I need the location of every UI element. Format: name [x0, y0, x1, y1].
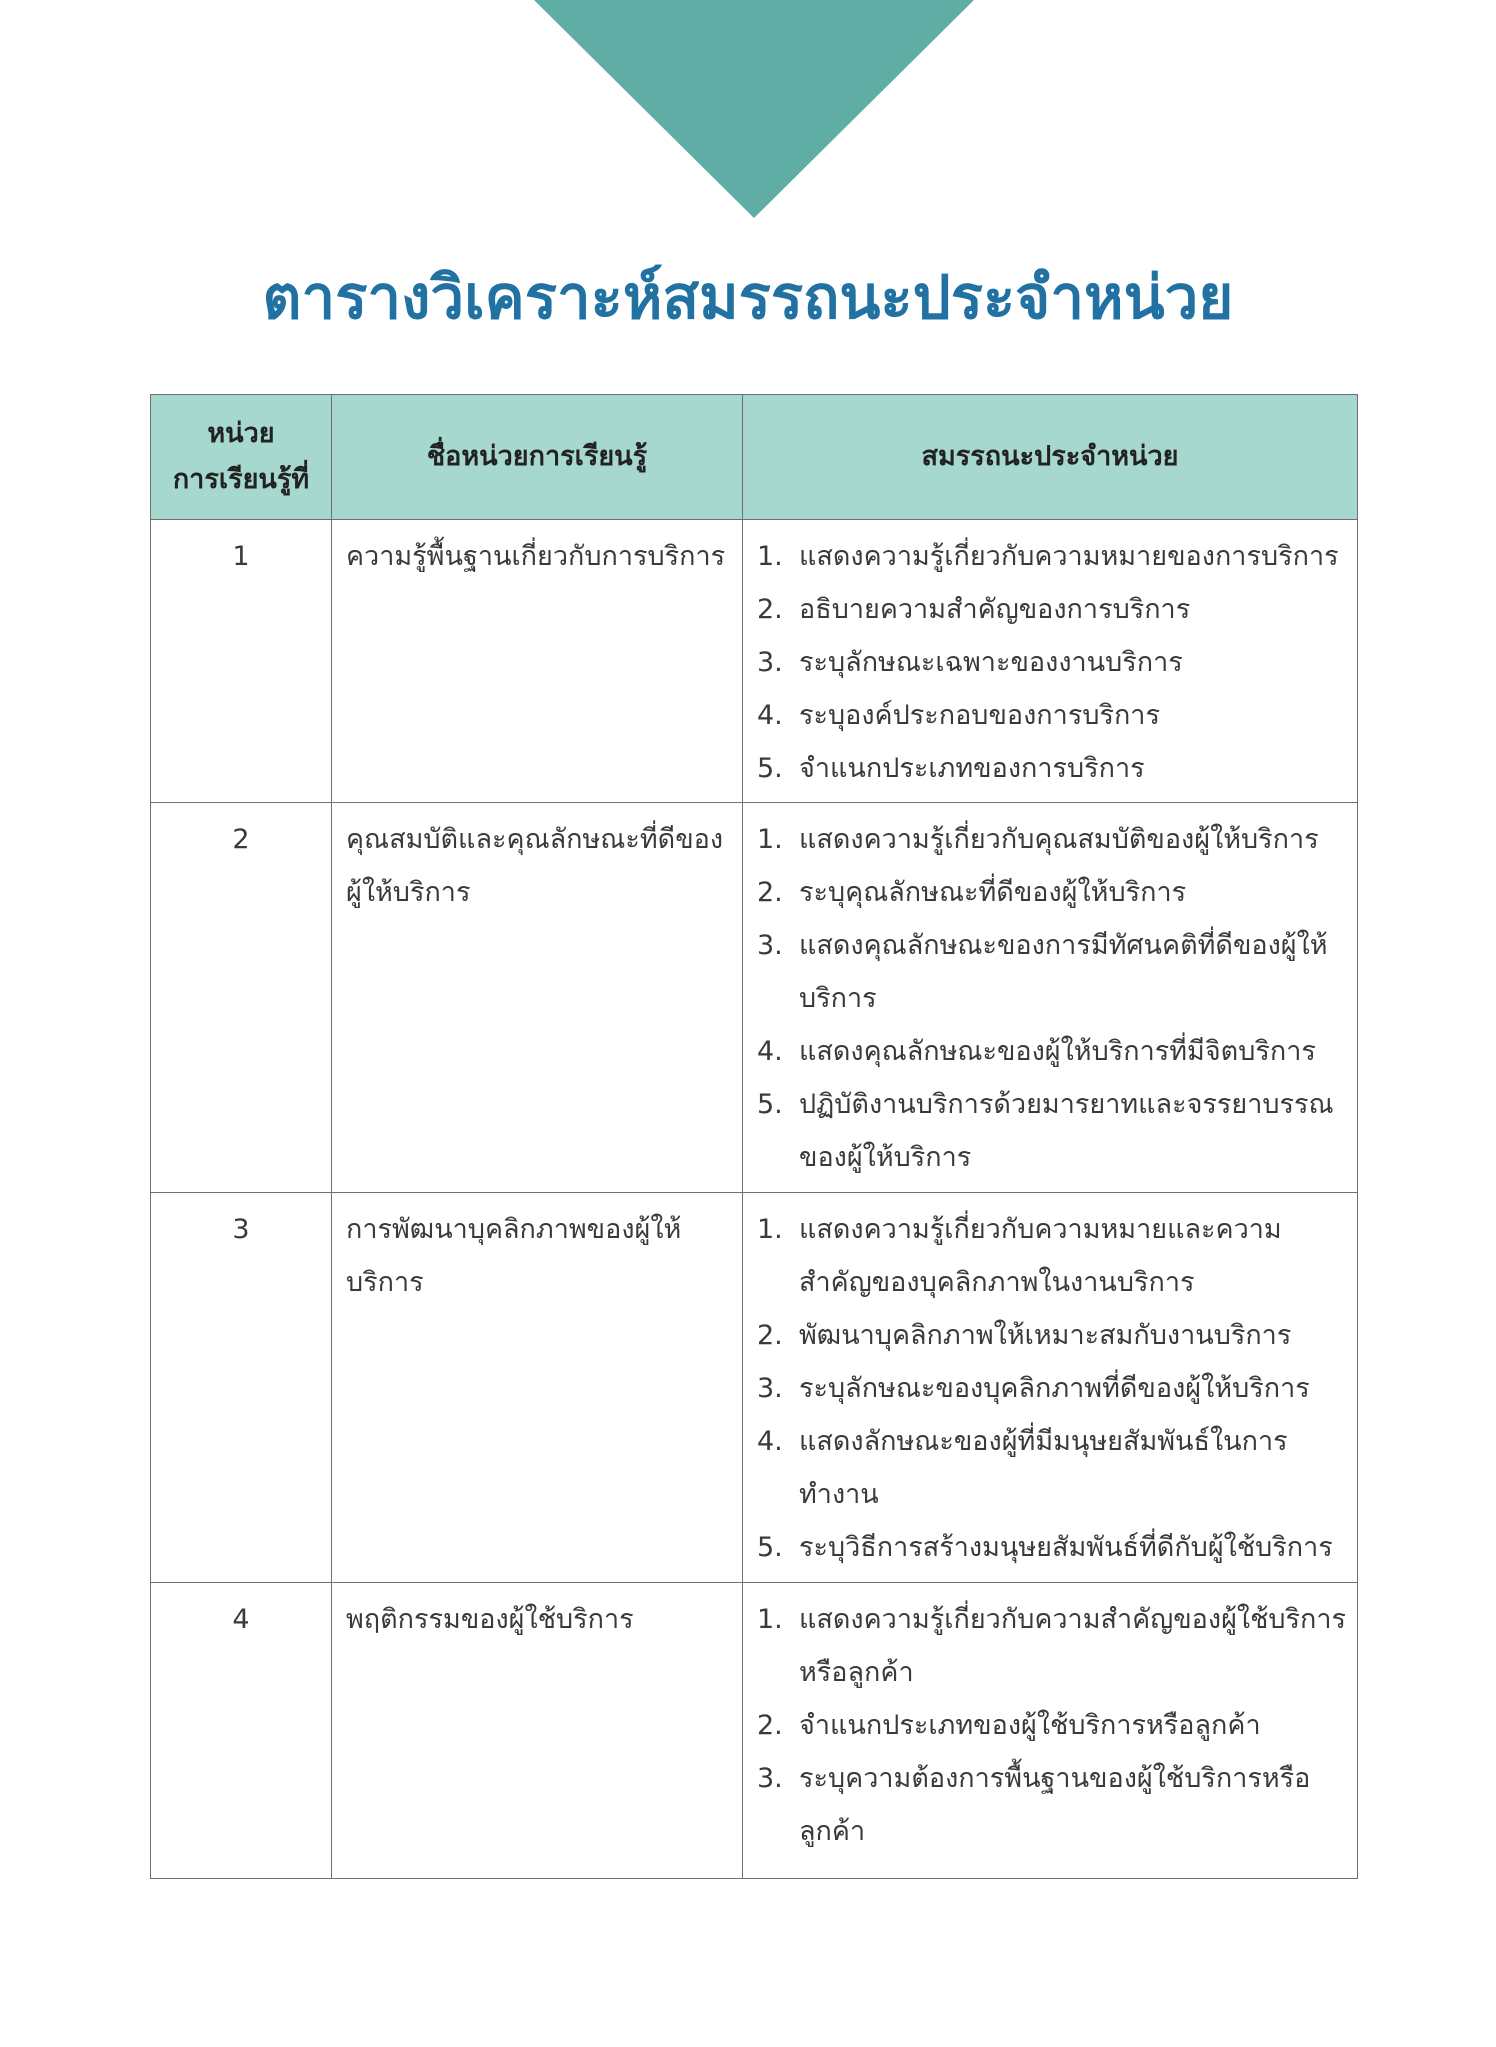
competency-item: 3. ระบุความต้องการพื้นฐานของผู้ใช้บริการหรือลูกค้า	[757, 1763, 1311, 1847]
unit-number: 2	[151, 803, 332, 1193]
competency-item: 2. พัฒนาบุคลิกภาพให้เหมาะสมกับงานบริการ	[757, 1320, 1292, 1351]
competency-list	[757, 813, 1347, 1184]
table-row	[151, 1583, 1358, 1879]
competency-item: 2. ระบุคุณลักษณะที่ดีของผู้ให้บริการ	[757, 877, 1187, 908]
competency-item: 4. ระบุองค์ประกอบของการบริการ	[757, 700, 1160, 731]
unit-name: คุณสมบัติและคุณลักษณะที่ดีของผู้ให้บริการ	[332, 803, 743, 1193]
competency-item: 5. จำแนกประเภทของการบริการ	[757, 753, 1145, 784]
competency-item: 3. ระบุลักษณะเฉพาะของงานบริการ	[757, 647, 1183, 678]
unit-number: 1	[151, 520, 332, 803]
competency-table	[150, 394, 1358, 1879]
unit-number: 4	[151, 1583, 332, 1879]
competency-item: 1. แสดงความรู้เกี่ยวกับความหมายและความสำคัญของบุคลิกภาพในงานบริการ	[757, 1214, 1282, 1298]
table-header-row	[151, 395, 1358, 520]
competency-item: 1. แสดงความรู้เกี่ยวกับความหมายของการบริการ	[757, 541, 1339, 572]
competency-cell	[743, 803, 1358, 1193]
header-unit-name: ชื่อหน่วยการเรียนรู้	[332, 395, 743, 520]
header-unit-no	[151, 395, 332, 520]
header-unit-no-line1: หน่วย	[207, 418, 275, 449]
competency-item: 3. แสดงคุณลักษณะของการมีทัศนคติที่ดีของผู้ให้บริการ	[757, 930, 1328, 1014]
competency-item: 2. จำแนกประเภทของผู้ใช้บริการหรือลูกค้า	[757, 1710, 1261, 1741]
competency-item: 3. ระบุลักษณะของบุคลิกภาพที่ดีของผู้ให้บริการ	[757, 1373, 1310, 1404]
header-unit-no-line2: การเรียนรู้ที่	[172, 464, 310, 495]
competency-cell	[743, 520, 1358, 803]
competency-list	[757, 1593, 1347, 1858]
table-row	[151, 520, 1358, 803]
unit-number: 3	[151, 1193, 332, 1583]
competency-item: 2. อธิบายความสำคัญของการบริการ	[757, 594, 1191, 625]
table-row	[151, 803, 1358, 1193]
competency-item: 4. แสดงคุณลักษณะของผู้ให้บริการที่มีจิตบริการ	[757, 1036, 1316, 1067]
competency-cell	[743, 1193, 1358, 1583]
unit-name: การพัฒนาบุคลิกภาพของผู้ให้บริการ	[332, 1193, 743, 1583]
competency-item: 1. แสดงความรู้เกี่ยวกับคุณสมบัติของผู้ให้บริการ	[757, 824, 1319, 855]
unit-name: ความรู้พื้นฐานเกี่ยวกับการบริการ	[332, 520, 743, 803]
table-row	[151, 1193, 1358, 1583]
competency-item: 4. แสดงลักษณะของผู้ที่มีมนุษยสัมพันธ์ในการทำงาน	[757, 1426, 1288, 1510]
competency-item: 5. ระบุวิธีการสร้างมนุษยสัมพันธ์ที่ดีกับผู้ใช้บริการ	[757, 1532, 1333, 1563]
decorative-triangle	[534, 0, 974, 218]
competency-list	[757, 530, 1347, 795]
competency-list	[757, 1203, 1347, 1574]
header-competency: สมรรถนะประจำหน่วย	[743, 395, 1358, 520]
unit-name: พฤติกรรมของผู้ใช้บริการ	[332, 1583, 743, 1879]
page-title: ตารางวิเคราะห์สมรรถนะประจำหน่วย	[262, 263, 1234, 333]
competency-item: 1. แสดงความรู้เกี่ยวกับความสำคัญของผู้ใช้บริการหรือลูกค้า	[757, 1604, 1347, 1688]
competency-cell	[743, 1583, 1358, 1879]
competency-item: 5. ปฏิบัติงานบริการด้วยมารยาทและจรรยาบรรณของผู้ให้บริการ	[757, 1089, 1334, 1173]
